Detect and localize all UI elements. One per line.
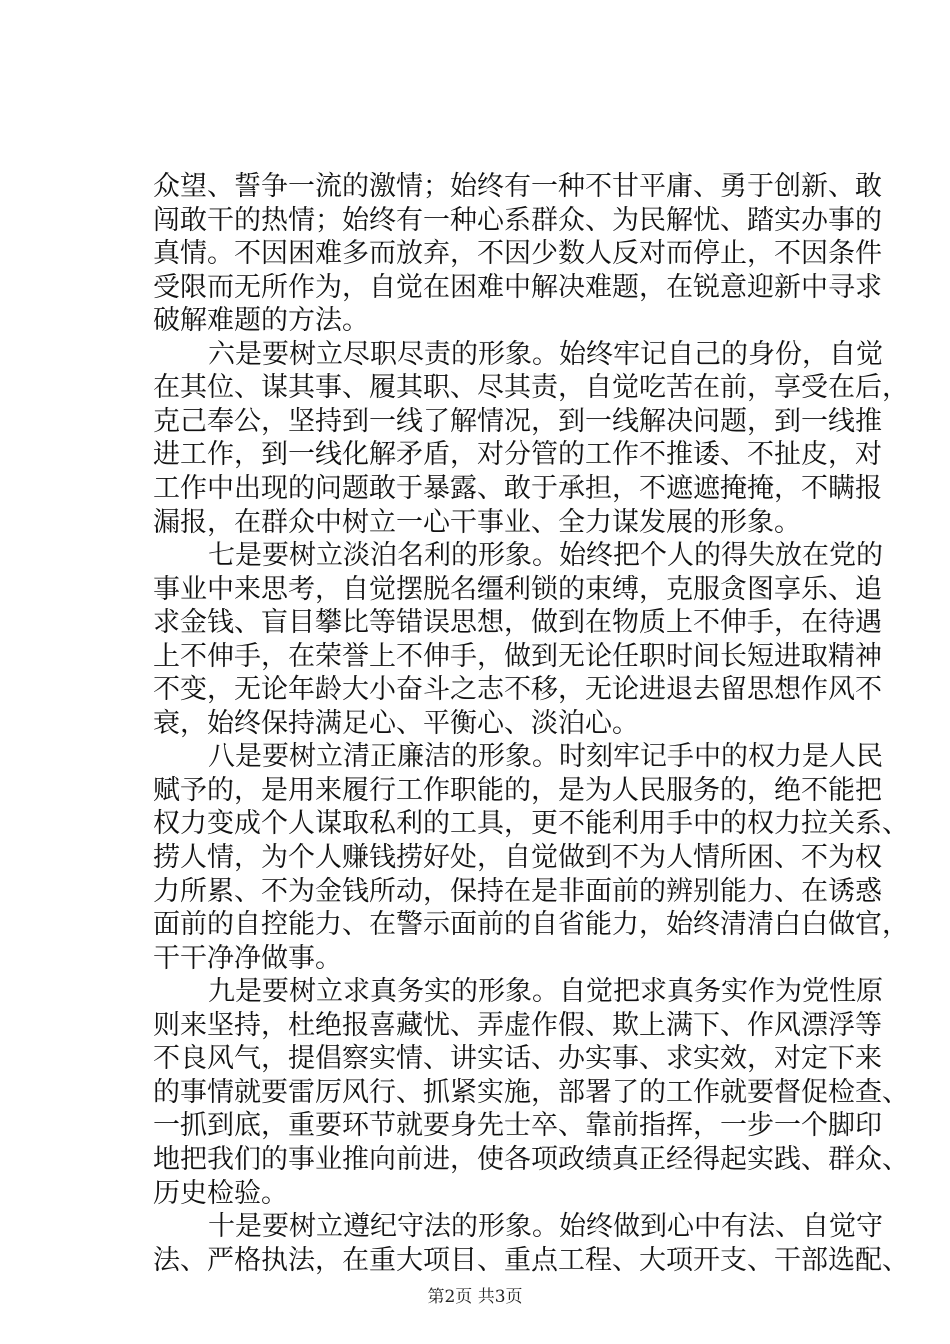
- paragraph-first-line: 六是要树立尽职尽责的形象。始终牢记自己的身份，自觉: [208, 338, 883, 370]
- page-footer: 第2页 共3页: [427, 1287, 523, 1307]
- text-line: 捞人情，为个人赚钱捞好处，自觉做到不为人情所困、不为权: [153, 842, 882, 873]
- text-line: 法、严格执法，在重大项目、重点工程、大项开支、干部选配、: [153, 1244, 909, 1276]
- text-line: 进工作，到一线化解矛盾，对分管的工作不推诿、不扯皮，对: [153, 439, 882, 471]
- text-line: 不变，无论年龄大小奋斗之志不移，无论进退去留思想作风不: [153, 674, 882, 706]
- paragraph-first-line: 十是要树立遵纪守法的形象。始终做到心中有法、自觉守: [208, 1211, 883, 1243]
- text-line: 历史检验。: [153, 1177, 288, 1209]
- text-line: 赋予的，是用来履行工作职能的，是为人民服务的，绝不能把: [153, 774, 882, 806]
- paragraph-first-line: 九是要树立求真务实的形象。自觉把求真务实作为党性原: [208, 976, 883, 1008]
- text-line: 真情。不因困难多而放弃，不因少数人反对而停止，不因条件: [153, 238, 882, 270]
- text-line: 受限而无所作为，自觉在困难中解决难题，在锐意迎新中寻求: [153, 271, 882, 303]
- text-line: 众望、誓争一流的激情；始终有一种不甘平庸、勇于创新、敢: [153, 171, 882, 202]
- text-line: 权力变成个人谋取私利的工具，更不能利用手中的权力拉关系、: [153, 808, 909, 840]
- text-line: 干干净净做事。: [153, 942, 342, 974]
- text-line: 衰，始终保持满足心、平衡心、淡泊心。: [153, 707, 639, 739]
- paragraph-first-line: 七是要树立淡泊名利的形象。始终把个人的得失放在党的: [208, 540, 883, 572]
- paragraph-first-line: 八是要树立清正廉洁的形象。时刻牢记手中的权力是人民: [208, 741, 883, 773]
- text-line: 漏报，在群众中树立一心干事业、全力谋发展的形象。: [153, 506, 801, 538]
- text-line: 工作中出现的问题敢于暴露、敢于承担，不遮遮掩掩，不瞒报: [153, 472, 882, 504]
- text-line: 克己奉公，坚持到一线了解情况，到一线解决问题，到一线推: [153, 405, 882, 437]
- text-line: 在其位、谋其事、履其职、尽其责，自觉吃苦在前，享受在后，: [153, 372, 909, 404]
- text-line: 力所累、不为金钱所动，保持在是非面前的辨别能力、在诱惑: [153, 875, 882, 907]
- text-line: 则来坚持，杜绝报喜藏忧、弄虚作假、欺上满下、作风漂浮等: [153, 1009, 882, 1041]
- text-line: 事业中来思考，自觉摆脱名缰利锁的束缚，克服贪图享乐、追: [153, 573, 882, 605]
- text-line: 面前的自控能力、在警示面前的自省能力，始终清清白白做官，: [153, 909, 909, 941]
- text-line: 不良风气，提倡察实情、讲实话、办实事、求实效，对定下来: [153, 1043, 882, 1075]
- text-line: 上不伸手，在荣誉上不伸手，做到无论任职时间长短进取精神: [153, 640, 882, 672]
- text-line: 一抓到底，重要环节就要身先士卒、靠前指挥，一步一个脚印: [153, 1110, 882, 1142]
- text-line: 破解难题的方法。: [153, 305, 369, 337]
- text-line: 闯敢干的热情；始终有一种心系群众、为民解忧、踏实办事的: [153, 204, 882, 236]
- text-line: 求金钱、盲目攀比等错误思想，做到在物质上不伸手，在待遇: [153, 607, 882, 639]
- text-line: 地把我们的事业推向前进，使各项政绩真正经得起实践、群众、: [153, 1143, 909, 1175]
- text-line: 的事情就要雷厉风行、抓紧实施，部署了的工作就要督促检查、: [153, 1076, 909, 1108]
